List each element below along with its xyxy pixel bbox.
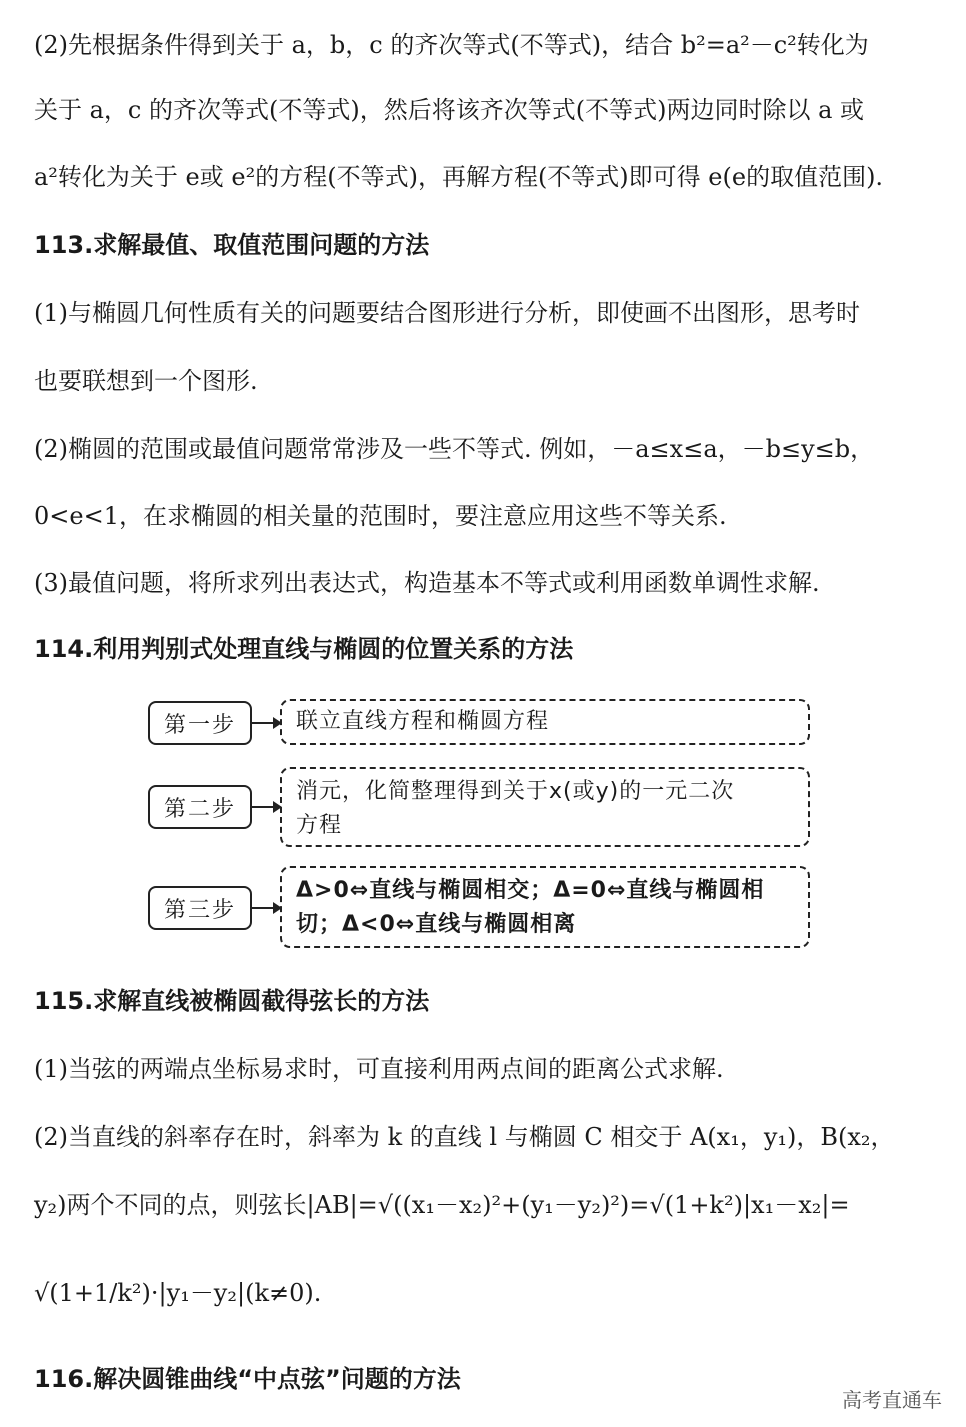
para-113-line1: (1)与椭圆几何性质有关的问题要结合图形进行分析，即使画不出图形，思考时 [34, 299, 860, 327]
flow-arrow-1 [252, 722, 280, 724]
para-112-2-line3: a²转化为关于 e或 e²的方程(不等式)，再解方程(不等式)即可得 e(e的取值范围). [34, 163, 884, 191]
para-113-line4: 0<e<1，在求椭圆的相关量的范围时，要注意应用这些不等关系. [34, 502, 727, 530]
heading-116: 116.解决圆锥曲线“中点弦”问题的方法 [34, 1365, 461, 1393]
heading-114: 114.利用判别式处理直线与椭圆的位置关系的方法 [34, 635, 574, 663]
flow-desc-3-line1: Δ>0⇔直线与椭圆相交；Δ=0⇔直线与椭圆相 [296, 878, 765, 903]
flow-step-3-box: 第三步 [148, 886, 252, 930]
flow-arrow-2 [252, 806, 280, 808]
heading-115: 115.求解直线被椭圆截得弦长的方法 [34, 987, 430, 1015]
flow-desc-3-line2: 切；Δ<0⇔直线与椭圆相离 [296, 912, 577, 937]
flow-step-2-box: 第二步 [148, 785, 252, 829]
heading-113: 113.求解最值、取值范围问题的方法 [34, 231, 430, 259]
para-115-line4: √(1+1/k²)·|y₁－y₂|(k≠0). [34, 1279, 322, 1307]
para-113-line5: (3)最值问题，将所求列出表达式，构造基本不等式或利用函数单调性求解. [34, 569, 820, 597]
flow-desc-3-box [280, 866, 810, 948]
flow-desc-1-box [280, 699, 810, 745]
para-113-line3: (2)椭圆的范围或最值问题常常涉及一些不等式. 例如，－a≤x≤a，－b≤y≤b， [34, 435, 875, 463]
para-115-line2: (2)当直线的斜率存在时，斜率为 k 的直线 l 与椭圆 C 相交于 A(x₁，y₁)，B(x₂， [34, 1123, 895, 1151]
para-113-line2: 也要联想到一个图形. [34, 367, 258, 395]
flow-desc-2-box [280, 767, 810, 847]
para-115-line1: (1)当弦的两端点坐标易求时，可直接利用两点间的距离公式求解. [34, 1055, 724, 1083]
flow-arrow-3 [252, 907, 280, 909]
flow-step-1-box: 第一步 [148, 701, 252, 745]
flow-desc-2-line2: 方程 [296, 813, 343, 838]
para-112-2-line1: (2)先根据条件得到关于 a，b，c 的齐次等式(不等式)，结合 b²=a²－c²转化为 [34, 31, 869, 59]
flow-desc-2-line1: 消元，化简整理得到关于x(或y)的一元二次 [296, 779, 735, 804]
para-112-2-line2: 关于 a，c 的齐次等式(不等式)，然后将该齐次等式(不等式)两边同时除以 a 或 [34, 96, 865, 124]
flow-desc-1-text: 联立直线方程和椭圆方程 [296, 709, 550, 734]
para-115-line3: y₂)两个不同的点，则弦长|AB|=√((x₁－x₂)²+(y₁－y₂)²)=√(1+k²)|x₁－x₂|= [34, 1191, 850, 1219]
watermark: 高考直通车 [842, 1388, 942, 1412]
